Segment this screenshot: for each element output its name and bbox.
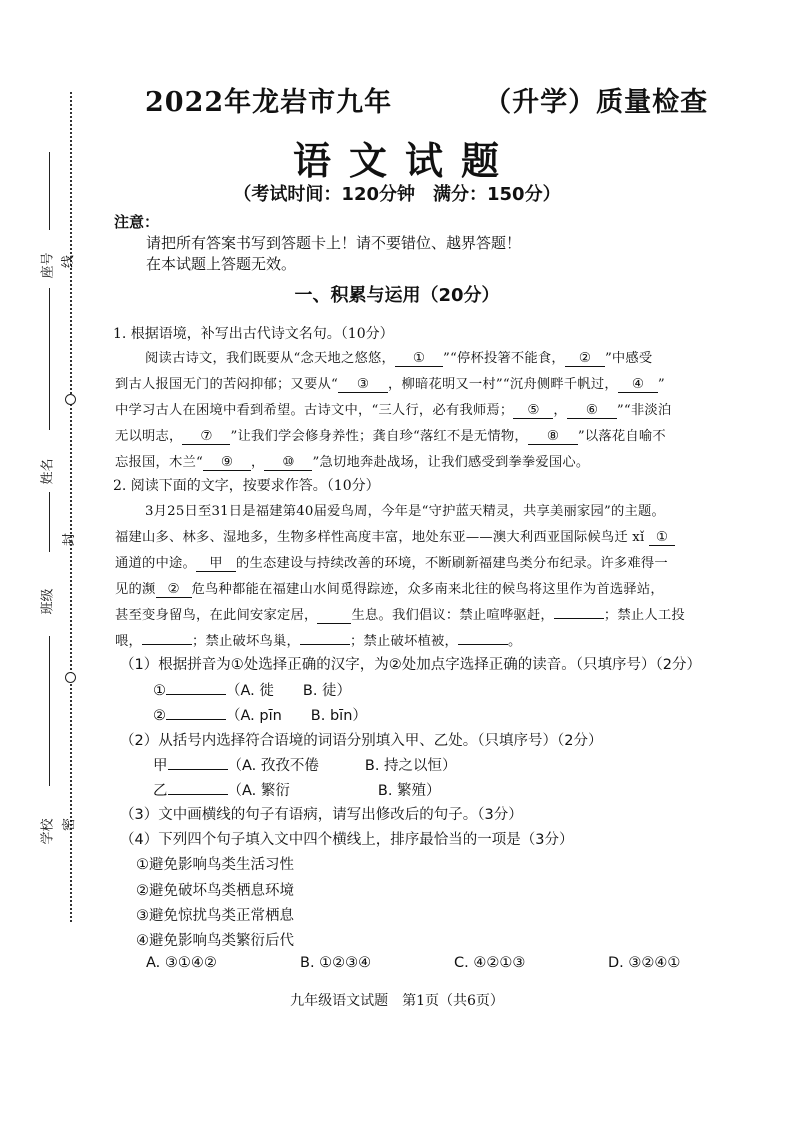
seat-number-label: 座号 bbox=[40, 252, 56, 279]
notice-label: 注意： bbox=[114, 213, 160, 231]
subject-title: 语文试题 bbox=[292, 138, 517, 183]
sub-question-1a: ① （A. 徙 B. 徒） bbox=[153, 683, 352, 699]
binding-char-xian: 线 bbox=[61, 254, 77, 269]
sub-question-1b: ② （A. pīn B. bīn） bbox=[153, 708, 367, 724]
answer-blank: ① bbox=[649, 530, 675, 546]
exam-title: 2022年龙岩市九年 （升学）质量检查 bbox=[145, 87, 709, 118]
section-heading: 一、积累与运用（20分） bbox=[294, 285, 500, 306]
answer-blank: ⑦ bbox=[182, 429, 230, 445]
answer-blank bbox=[142, 644, 192, 645]
question-2-stem: 2. 阅读下面的文字，按要求作答。（10分） bbox=[113, 478, 380, 494]
q1-line-1: 阅读古诗文，我们既要从“念天地之悠悠， ① ”“停杯投箸不能食， ② ”中感受 bbox=[145, 351, 653, 366]
sub-question-2a: 甲 （A. 孜孜不倦 B. 持之以恒） bbox=[153, 758, 457, 774]
q1-line-2: 到古人报国无门的苦闷抑郁；又要从“ ③ ，柳暗花明又一村”“沉舟侧畔千帆过， ④ ” bbox=[115, 377, 665, 392]
sentence-item: ③避免惊扰鸟类正常栖息 bbox=[136, 908, 294, 924]
answer-blank bbox=[166, 719, 226, 720]
sub-question-2b: 乙 （A. 繁衍 B. 繁殖） bbox=[153, 783, 441, 799]
choice-a: A. ③①④② bbox=[146, 955, 217, 971]
binding-char-mi: 密 bbox=[62, 817, 78, 832]
answer-blank bbox=[317, 604, 351, 624]
q1-line-3: 中学习古人在困境中看到希望。古诗文中，“三人行，必有我师焉； ⑤ ， ⑥ ”“非淡泊 bbox=[115, 403, 672, 418]
class-label: 班级 bbox=[40, 588, 56, 615]
q2-para-line-3: 通道的中途。 甲 的生态建设与持续改善的环境，不断刷新福建鸟类分布纪录。许多难得一 bbox=[115, 552, 668, 572]
q2-para-line-6: 喂， ；禁止破坏鸟巢， ；禁止破坏植被， 。 bbox=[115, 634, 522, 649]
binding-char-feng: 封 bbox=[62, 532, 78, 547]
q1-line-4: 无以明志， ⑦ ”让我们学会修身养性；龚自珍“落红不是无情物， ⑧ ”以落花自喻不 bbox=[115, 429, 666, 444]
answer-blank: ④ bbox=[618, 377, 658, 393]
binding-dotted-line bbox=[70, 92, 72, 922]
answer-blank: ③ bbox=[338, 377, 388, 393]
choice-d: D. ③②④① bbox=[608, 955, 681, 971]
sub-question-4: （4）下列四个句子填入文中四个横线上，排序最恰当的一项是（3分） bbox=[120, 832, 574, 848]
answer-blank bbox=[300, 644, 350, 645]
sub-question-3: （3）文中画横线的句子有语病，请写出修改后的句子。（3分） bbox=[120, 807, 523, 823]
answer-blank: ② bbox=[156, 582, 192, 598]
sentence-item: ④避免影响鸟类繁衍后代 bbox=[136, 933, 294, 949]
sentence-item: ①避免影响鸟类生活习性 bbox=[136, 857, 294, 873]
answer-blank bbox=[166, 694, 226, 695]
answer-blank: ⑤ bbox=[513, 403, 553, 419]
q2-para-line-1: 3月25日至31日是福建第40届爱鸟周，今年是“守护蓝天精灵，共享美丽家园”的主题。 bbox=[145, 504, 666, 519]
class-line-top bbox=[49, 492, 50, 552]
school-label: 学校 bbox=[40, 818, 56, 845]
answer-blank: ⑧ bbox=[528, 429, 578, 445]
q2-para-line-2: 福建山多、林多、湿地多，生物多样性高度丰富，地处东亚——澳大利西亚国际候鸟迁 xǐ ① bbox=[115, 526, 675, 546]
answer-blank bbox=[554, 618, 604, 619]
exam-info: （考试时间：120分钟 满分：150分） bbox=[233, 184, 561, 205]
q2-para-line-4: 见的濒 ② 危鸟种都能在福建山水间觅得踪迹，众多南来北往的候鸟将这里作为首选驿站， bbox=[115, 582, 664, 597]
name-label: 姓名 bbox=[40, 458, 56, 485]
sub-question-2: （2）从括号内选择符合语境的词语分别填入甲、乙处。（只填序号）（2分） bbox=[120, 733, 603, 749]
sentence-item: ②避免破坏鸟类栖息环境 bbox=[136, 883, 294, 899]
sub-question-1: （1）根据拼音为①处选择正确的汉字，为②处加点字选择正确的读音。（只填序号）（2分） bbox=[120, 657, 701, 673]
answer-blank: ⑥ bbox=[567, 403, 617, 419]
binding-hole bbox=[65, 672, 76, 683]
answer-blank: ⑨ bbox=[203, 455, 251, 471]
class-line bbox=[49, 636, 50, 786]
answer-blank: ② bbox=[565, 351, 605, 367]
answer-blank: 甲 bbox=[196, 552, 236, 572]
q1-line-5: 忘报国，木兰“ ⑨ ， ⑩ ”急切地奔赴战场，让我们感受到拳拳爱国心。 bbox=[115, 455, 590, 470]
answer-blank bbox=[168, 769, 228, 770]
binding-hole bbox=[65, 394, 76, 405]
answer-blank: ⑩ bbox=[264, 455, 312, 471]
q2-para-line-5: 甚至变身留鸟，在此间安家定居， 生息。我们倡议：禁止喧哗驱赶， ；禁止人工投 bbox=[115, 604, 685, 624]
answer-blank bbox=[168, 794, 228, 795]
choice-c: C. ④②①③ bbox=[454, 955, 526, 971]
notice-line-2: 在本试题上答题无效。 bbox=[146, 255, 297, 273]
question-1-stem: 1. 根据语境，补写出古代诗文名句。（10分） bbox=[113, 326, 394, 342]
answer-blank bbox=[458, 644, 508, 645]
choice-b: B. ①②③④ bbox=[300, 955, 372, 971]
notice-line-1: 请把所有答案书写到答题卡上！请不要错位、越界答题！ bbox=[146, 234, 522, 252]
page-footer: 九年级语文试题 第1页（共6页） bbox=[290, 993, 504, 1009]
name-line bbox=[49, 288, 50, 430]
answer-blank: ① bbox=[395, 351, 443, 367]
